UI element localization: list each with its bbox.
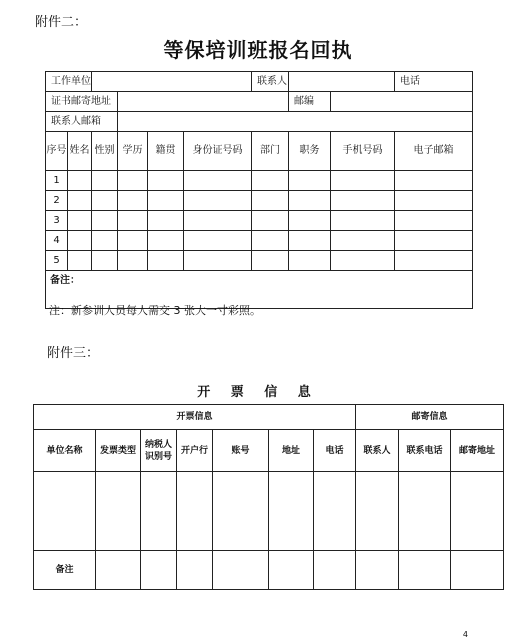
cell-field[interactable] [331,191,395,211]
registration-title: 等保培训班报名回执 [163,38,353,62]
cert-address-label: 证书邮寄地址 [46,92,118,112]
table-row [34,551,504,590]
col-header: 序号 [46,132,68,171]
contact-email-label: 联系人邮箱 [46,112,118,132]
cell-field[interactable] [252,171,289,191]
cert-address-field[interactable] [118,92,289,112]
table-row [34,472,504,551]
contact-email-field[interactable] [118,112,473,132]
cell-field[interactable] [148,231,184,251]
cell-field[interactable] [399,551,451,590]
cell-field[interactable] [118,231,148,251]
mailing-group-header: 邮寄信息 [356,405,504,430]
cell-field[interactable] [148,211,184,231]
contact-label: 联系人 [252,72,289,92]
row-number: 1 [46,171,68,191]
note-label: 备注： [50,275,80,286]
row-number: 2 [46,191,68,211]
cell-field[interactable] [314,472,356,551]
cell-field[interactable] [141,472,177,551]
cell-field[interactable] [331,231,395,251]
cell-field[interactable] [213,551,269,590]
cell-field[interactable] [269,551,314,590]
cell-field[interactable] [141,551,177,590]
attachment3-label: 附件三： [47,346,100,361]
cell-field[interactable] [184,191,252,211]
cell-field[interactable] [356,551,399,590]
cell-field[interactable] [395,231,473,251]
cell-field[interactable] [289,211,331,231]
cell-field[interactable] [289,251,331,271]
cell-field[interactable] [331,171,395,191]
col-header: 籍贯 [148,132,184,171]
cell-field[interactable] [68,211,92,231]
table-row [46,251,473,271]
col-header: 邮寄地址 [451,430,504,472]
contact-field[interactable] [289,72,395,92]
col-header: 地址 [269,430,314,472]
cell-field[interactable] [252,251,289,271]
cell-field[interactable] [68,191,92,211]
table-row [46,171,473,191]
cell-field[interactable] [148,191,184,211]
phone-label-and-field[interactable] [395,72,473,92]
cell-field[interactable] [399,472,451,551]
col-header: 手机号码 [331,132,395,171]
cell-field[interactable] [92,251,118,271]
cell-field[interactable] [68,171,92,191]
cell-field[interactable] [34,472,96,551]
cell-field[interactable] [451,551,504,590]
postcode-field[interactable] [331,92,473,112]
table-row [46,231,473,251]
cell-field[interactable] [118,251,148,271]
cell-field[interactable] [92,211,118,231]
cell-field[interactable] [118,171,148,191]
col-header: 职务 [289,132,331,171]
cell-field[interactable] [451,472,504,551]
col-header: 联系人 [356,430,399,472]
invoice-table [33,404,504,590]
cell-field[interactable] [118,211,148,231]
cell-field[interactable] [118,191,148,211]
invoice-group-header: 开票信息 [34,405,356,430]
row-number: 4 [46,231,68,251]
col-header: 开户行 [177,430,213,472]
cell-field[interactable] [356,472,399,551]
page-number: 4 [462,630,468,639]
attachment2-label: 附件二： [35,15,88,30]
col-header: 学历 [118,132,148,171]
invoice-title: 开 票 信 息 [197,385,319,400]
cell-field[interactable] [92,231,118,251]
cell-field[interactable] [184,171,252,191]
cell-field[interactable] [184,251,252,271]
cell-field[interactable] [252,231,289,251]
cell-field[interactable] [252,191,289,211]
col-header: 纳税人识别号 [141,430,177,472]
cell-field[interactable] [177,472,213,551]
cell-field[interactable] [96,472,141,551]
col-header: 姓名 [68,132,92,171]
table-row [46,211,473,231]
registration-form [45,71,473,309]
cell-field[interactable] [331,251,395,271]
col-header: 身份证号码 [184,132,252,171]
cell-field[interactable] [184,231,252,251]
cell-field[interactable] [289,231,331,251]
cell-field[interactable] [395,191,473,211]
cell-field[interactable] [96,551,141,590]
cell-field[interactable] [269,472,314,551]
phone-label: 电话 [400,75,420,87]
col-header: 账号 [213,430,269,472]
work-unit-field[interactable] [92,72,252,92]
cell-field[interactable] [177,551,213,590]
cell-field[interactable] [68,231,92,251]
row-number: 5 [46,251,68,271]
row-number: 3 [46,211,68,231]
cell-field[interactable] [148,251,184,271]
work-unit-label: 工作单位 [46,72,92,92]
table-row [46,191,473,211]
cell-field[interactable] [184,211,252,231]
col-header: 电话 [314,430,356,472]
cell-field[interactable] [289,171,331,191]
cell-field[interactable] [92,191,118,211]
col-header: 部门 [252,132,289,171]
cell-field[interactable] [92,171,118,191]
col-header: 发票类型 [96,430,141,472]
cell-field[interactable] [213,472,269,551]
cell-field[interactable] [395,211,473,231]
cell-field[interactable] [148,171,184,191]
cell-field[interactable] [395,171,473,191]
note-label: 备注 [34,551,96,590]
photo-remark: 注：新参训人员每人需交 3 张大一寸彩照。 [49,304,261,317]
col-header: 联系电话 [399,430,451,472]
cell-field[interactable] [252,211,289,231]
cell-field[interactable] [314,551,356,590]
cell-field[interactable] [331,211,395,231]
cell-field[interactable] [395,251,473,271]
cell-field[interactable] [68,251,92,271]
col-header: 性别 [92,132,118,171]
cell-field[interactable] [289,191,331,211]
col-header: 电子邮箱 [395,132,473,171]
postcode-label: 邮编 [289,92,331,112]
col-header: 单位名称 [34,430,96,472]
